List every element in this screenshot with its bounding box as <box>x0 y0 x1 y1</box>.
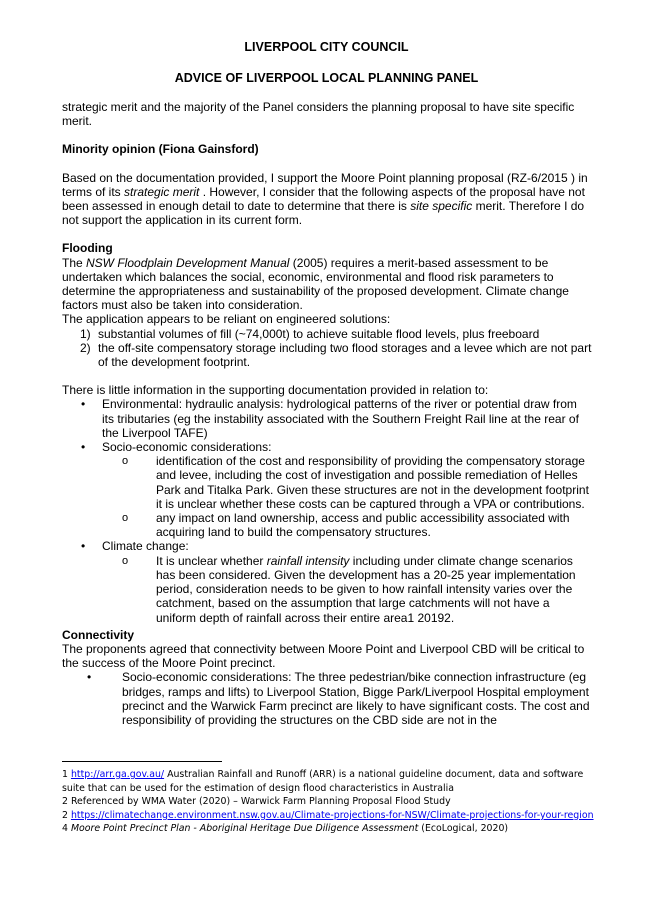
circle-bullet-icon: o <box>122 455 129 468</box>
manual-title-emphasis: NSW Floodplain Development Manual <box>86 255 290 270</box>
document-body <box>62 100 592 727</box>
strategic-merit-emphasis: strategic merit <box>124 184 200 199</box>
footnote-4: 4 Moore Point Precinct Plan - Aboriginal Heritage Due Diligence Assessment (EcoLogical, 2020) <box>62 823 509 835</box>
list-item: 2) the off-site compensatory storage including two flood storages and a levee which are not part of the development footprint. <box>80 340 592 370</box>
list-item: • Environmental: hydraulic analysis: hydrological patterns of the river or potential draw from its tributaries (eg the instability associated with the Southern Freight Rail line at the rear of the Liverpool TAFE) <box>81 397 579 440</box>
council-title: LIVERPOOL CITY COUNCIL <box>244 40 409 54</box>
minority-paragraph: Based on the documentation provided, I support the Moore Point planning proposal (RZ-6/2015 ) in terms of its strategic merit . However, I consider that the following aspects of the proposal have not been assessed in enough detail to date to determine that there is site specific merit. Therefore I do not support the application in its current form. <box>62 170 588 228</box>
footnotes <box>62 768 602 836</box>
list-item: o It is unclear whether rainfall intensity including under climate change scenarios has been considered. Given the development has a 20-25 year implementation period, consideration needs to be given to how rainfall intensity varies over the catchment, based on the assumption that large catchments will not have a uniform depth of rainfall across their entire area1 20192. <box>122 553 576 625</box>
intro-paragraph: strategic merit and the majority of the Panel considers the planning proposal to have site specific merit. <box>62 100 575 129</box>
footnote-2: 2 Referenced by WMA Water (2020) – Warwick Farm Planning Proposal Flood Study <box>62 796 451 808</box>
minority-heading: Minority opinion (Fiona Gainsford) <box>62 142 259 157</box>
list-item: • Socio-economic considerations: The three pedestrian/bike connection infrastructure (eg bridges, ramps and lifts) to Liverpool Station, Bigge Park/Liverpool Hospital employment precinct and the Warwick Farm precinct are likely to have significant costs. The cost and responsibility of providing the structures on the CBD side are not in the <box>87 670 590 727</box>
bullet-icon: • <box>81 539 86 554</box>
circle-bullet-icon: o <box>122 554 129 567</box>
footnote-separator <box>62 761 222 762</box>
solutions-list <box>62 327 592 370</box>
panel-title: ADVICE OF LIVERPOOL LOCAL PLANNING PANEL <box>174 71 479 85</box>
climate-sublist <box>102 554 592 625</box>
list-item: • Climate change: o It is unclear whether rainfall intensity including under climate change scenarios has been considered. Given the development has a 20-25 year implementation period, consideration needs to be given to how rainfall intensity varies over the catchment, based on the assumption that large catchments will not have a uniform depth of rainfall across their entire area1 20192. <box>62 539 592 624</box>
flooding-paragraph: The NSW Floodplain Development Manual (2005) requires a merit-based assessment to be undertaken which balances the social, economic, environmental and flood risk parameters to determine the appropriateness and sustainability of the proposed development. Climate change factors must also be taken into consideration. <box>62 255 569 313</box>
bullet-icon: • <box>87 670 92 685</box>
footnote-3: 2 https://climatechange.environment.nsw.gov.au/Climate-projections-for-NSW/Climate-projections-for-your-region <box>62 809 594 821</box>
arr-link[interactable]: http://arr.ga.gov.au/ <box>70 769 165 780</box>
list-item: 1) substantial volumes of fill (~74,000t) to achieve suitable flood levels, plus freeboard <box>80 326 540 341</box>
connectivity-heading: Connectivity <box>62 627 135 642</box>
bullet-icon: • <box>81 397 86 412</box>
socio-sublist <box>102 454 592 539</box>
info-intro: There is little information in the supporting documentation provided in relation to: <box>62 383 489 398</box>
connectivity-paragraph: The proponents agreed that connectivity between Moore Point and Liverpool CBD will be critical to the success of the Moore Point precinct. <box>62 641 585 671</box>
flooding-heading: Flooding <box>62 241 113 256</box>
rainfall-intensity-emphasis: rainfall intensity <box>266 553 350 568</box>
list-item: o any impact on land ownership, access and public accessibility associated with acquiring land to build the compensatory structures. <box>122 511 570 540</box>
circle-bullet-icon: o <box>122 512 129 525</box>
footnote-1: 1 http://arr.ga.gov.au/ Australian Rainfall and Runoff (ARR) is a national guideline document, data and software suite that can be used for the estimation of design flood characteristics in Australia <box>62 769 584 794</box>
site-specific-emphasis: site specific <box>410 199 473 214</box>
list-item: • Socio-economic considerations: o identification of the cost and responsibility of providing the compensatory storage and levee, including the cost of investigation and possible remediation of Helles Park and Titalka Park. Given these structures are not in the development footprint it is unclear whether these costs can be captured through a VPA or contributions. o any impact on land ownership, access and public accessibility associated with acquiring land to build the compensatory structures. <box>62 440 592 539</box>
list-item: o identification of the cost and responsibility of providing the compensatory storage and levee, including the cost of investigation and possible remediation of Helles Park and Titalka Park. Given these structures are not in the development footprint it is unclear whether these costs can be captured through a VPA or contributions. <box>122 454 589 511</box>
bullet-icon: • <box>81 440 86 455</box>
info-list <box>62 397 592 624</box>
climate-projections-link[interactable]: https://climatechange.environment.nsw.gov.au/Climate-projections-for-NSW/Climate-projections-for-your-region <box>70 809 594 821</box>
solutions-intro: The application appears to be reliant on engineered solutions: <box>62 312 391 327</box>
